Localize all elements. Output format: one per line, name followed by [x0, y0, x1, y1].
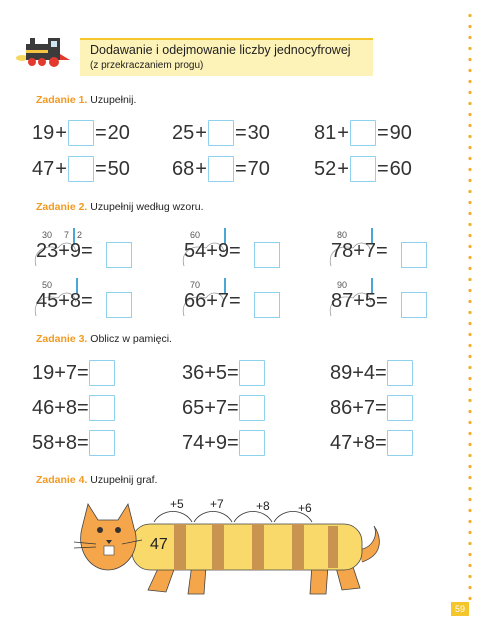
- task3-equation: [182, 428, 265, 456]
- tiger-illustration: [62, 494, 394, 602]
- answer-box[interactable]: [401, 292, 427, 318]
- expression: 36+5=: [182, 361, 239, 384]
- graph-start-value: 47: [150, 536, 168, 553]
- hint-tens: 70: [190, 280, 201, 290]
- train-icon: [14, 30, 76, 70]
- step-label: +7: [210, 497, 224, 511]
- task1-label: Zadanie 1.: [36, 94, 88, 106]
- page-number: 59: [451, 602, 469, 616]
- expression: 46+8=: [32, 396, 89, 419]
- answer-box[interactable]: [68, 156, 94, 182]
- expression: 19+7=: [32, 361, 89, 384]
- equals-sign: =: [376, 121, 389, 144]
- result: 50: [107, 157, 130, 180]
- hint-tens: 30: [42, 230, 53, 240]
- task4-heading: [36, 474, 157, 486]
- result: 70: [247, 157, 270, 180]
- answer-box[interactable]: [350, 156, 376, 182]
- result: 20: [107, 121, 130, 144]
- page-title: Dodawanie i odejmowanie liczby jednocyfrowej: [90, 43, 351, 57]
- answer-box[interactable]: [387, 395, 413, 421]
- expression: 45+8=: [36, 290, 93, 312]
- task1-instruction: Uzupełnij.: [90, 94, 137, 106]
- hint-part-a: 7: [64, 230, 70, 240]
- task2-label: Zadanie 2.: [36, 201, 88, 213]
- equals-sign: =: [234, 121, 247, 144]
- answer-box[interactable]: [208, 120, 234, 146]
- task1-equation: [172, 154, 270, 182]
- task3-equation: [182, 393, 265, 421]
- operator: +: [55, 157, 67, 180]
- task1-equation: [314, 154, 412, 182]
- answer-box[interactable]: [254, 242, 280, 268]
- header-banner: [80, 38, 373, 76]
- operand: 68: [172, 157, 195, 180]
- operator: +: [337, 157, 349, 180]
- task3-instruction: Oblicz w pamięci.: [90, 333, 172, 345]
- expression: 58+8=: [32, 431, 89, 454]
- expression: 54+9=: [184, 240, 241, 262]
- operand: 19: [32, 121, 55, 144]
- step-label: +8: [256, 499, 270, 513]
- answer-box[interactable]: [106, 292, 132, 318]
- operand: 47: [32, 157, 55, 180]
- expression: 87+5=: [331, 290, 388, 312]
- answer-box[interactable]: [387, 430, 413, 456]
- task2-heading: [36, 201, 204, 213]
- task3-equation: [330, 358, 413, 386]
- equals-sign: =: [94, 121, 107, 144]
- expression: 74+9=: [182, 431, 239, 454]
- answer-box[interactable]: [208, 156, 234, 182]
- expression: 23+9=: [36, 240, 93, 262]
- operand: 52: [314, 157, 337, 180]
- operator: +: [55, 121, 67, 144]
- equals-sign: =: [94, 157, 107, 180]
- answer-box[interactable]: [89, 395, 115, 421]
- equals-sign: =: [234, 157, 247, 180]
- hint-tens: 50: [42, 280, 53, 290]
- task3-equation: [330, 393, 413, 421]
- result: 60: [389, 157, 412, 180]
- answer-box[interactable]: [239, 395, 265, 421]
- task3-equation: [182, 358, 265, 386]
- task2-item: [178, 280, 308, 340]
- hint-part-b: 2: [77, 230, 83, 240]
- task1-heading: [36, 94, 136, 106]
- answer-box[interactable]: [254, 292, 280, 318]
- task1-equation: [314, 118, 412, 146]
- expression: 66+7=: [184, 290, 241, 312]
- result: 30: [247, 121, 270, 144]
- expression: 78+7=: [331, 240, 388, 262]
- hint-tens: 60: [190, 230, 201, 240]
- operator: +: [195, 121, 207, 144]
- result: 90: [389, 121, 412, 144]
- expression: 89+4=: [330, 361, 387, 384]
- answer-box[interactable]: [350, 120, 376, 146]
- expression: 65+7=: [182, 396, 239, 419]
- answer-box[interactable]: [401, 242, 427, 268]
- task2-instruction: Uzupełnij według wzoru.: [90, 201, 204, 213]
- dotted-border: [468, 10, 472, 600]
- task3-equation: [32, 428, 115, 456]
- task3-heading: [36, 333, 172, 345]
- answer-box[interactable]: [89, 430, 115, 456]
- hint-tens: 80: [337, 230, 348, 240]
- task4-instruction: Uzupełnij graf.: [90, 474, 158, 486]
- task3-equation: [32, 393, 115, 421]
- expression: 86+7=: [330, 396, 387, 419]
- answer-box[interactable]: [106, 242, 132, 268]
- expression: 47+8=: [330, 431, 387, 454]
- operand: 81: [314, 121, 337, 144]
- page-subtitle: (z przekraczaniem progu): [90, 60, 204, 71]
- task1-equation: [32, 154, 130, 182]
- task4-label: Zadanie 4.: [36, 474, 88, 486]
- answer-box[interactable]: [387, 360, 413, 386]
- operand: 25: [172, 121, 195, 144]
- step-label: +6: [298, 501, 312, 515]
- task1-equation: [32, 118, 130, 146]
- hint-tens: 90: [337, 280, 348, 290]
- task3-equation: [330, 428, 413, 456]
- task2-item: [325, 280, 455, 340]
- answer-box[interactable]: [239, 430, 265, 456]
- task3-equation: [32, 358, 115, 386]
- answer-box[interactable]: [239, 360, 265, 386]
- answer-box[interactable]: [89, 360, 115, 386]
- task2-item: [30, 280, 160, 340]
- operator: +: [337, 121, 349, 144]
- answer-box[interactable]: [68, 120, 94, 146]
- equals-sign: =: [376, 157, 389, 180]
- task1-equation: [172, 118, 270, 146]
- step-label: +5: [170, 497, 184, 511]
- operator: +: [195, 157, 207, 180]
- task3-label: Zadanie 3.: [36, 333, 88, 345]
